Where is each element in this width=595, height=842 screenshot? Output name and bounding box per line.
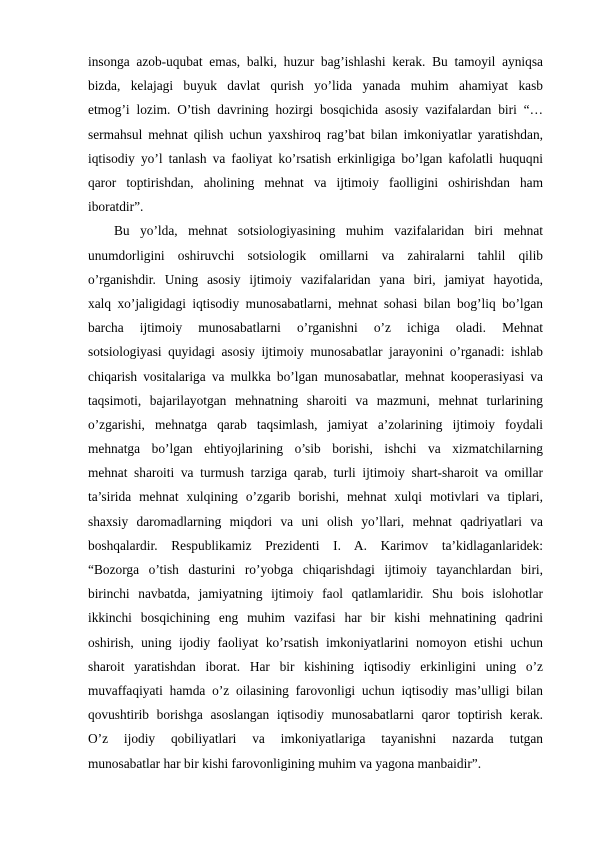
text-line: boshqalardir. Respublikamiz Prezidenti I. A. Karimov ta’kidlaganlaridek: <box>88 537 543 553</box>
text-line: etmog’i lozim. O’tish davrining hozirgi bosqichida asosiy vazifalardan biri “… <box>88 102 543 118</box>
text-line: Bu yo’lda, mehnat sotsiologiyasining muhim vazifalaridan biri mehnat <box>114 223 543 239</box>
text-line: bizda, kelajagi buyuk davlat qurish yo’lida yanada muhim ahamiyat kasb <box>88 78 543 94</box>
text-line: muvaffaqiyati hamda o’z oilasining farovonligi uchun iqtisodiy mas’ulligi bilan <box>88 682 543 698</box>
text-line: birinchi navbatda, jamiyatning ijtimoiy faol qatlamlaridir. Shu bois islohotlar <box>88 586 543 602</box>
text-line: xalq xo’jaligidagi iqtisodiy munosabatlarni, mehnat sohasi bilan bog’liq bo’lgan <box>88 295 543 311</box>
paragraph-main <box>88 219 543 775</box>
text-line: iboratdir”. <box>88 199 144 215</box>
text-line: mehnat sharoiti va turmush tarziga qarab, turli ijtimoiy shart-sharoit va omillar <box>88 465 543 481</box>
text-line: iqtisodiy yo’l tanlash va faoliyat ko’rsatish erkinligiga bo’lgan kafolatli huquqni <box>88 150 543 166</box>
paragraph-continuation <box>88 50 543 219</box>
text-line: sotsiologiyasi quyidagi asosiy ijtimoiy munosabatlar jarayonini o’rganadi: ishlab <box>88 344 543 360</box>
text-line: O’z ijodiy qobiliyatlari va imkoniyatlariga tayanishni nazarda tutgan <box>88 731 543 747</box>
text-line: o’zgarishi, mehnatga qarab taqsimlash, jamiyat a’zolarining ijtimoiy foydali <box>88 416 543 432</box>
text-line: “Bozorga o’tish dasturini ro’yobga chiqarishdagi ijtimoiy tayanchlardan biri, <box>88 562 543 578</box>
text-line: qaror toptirishdan, aholining mehnat va ijtimoiy faolligini oshirishdan ham <box>88 174 543 190</box>
text-line: munosabatlar har bir kishi farovonligining muhim va yagona manbaidir”. <box>88 755 482 771</box>
text-line: mehnatga bo’lgan ehtiyojlarining o’sib borishi, ishchi va xizmatchilarning <box>88 441 543 457</box>
text-line: shaxsiy daromadlarning miqdori va uni olish yo’llari, mehnat qadriyatlari va <box>88 513 543 529</box>
text-line: chiqarish vositalariga va mulkka bo’lgan munosabatlar, mehnat kooperasiyasi va <box>88 368 543 384</box>
text-line: qovushtirib borishga asoslangan iqtisodiy munosabatlarni qaror toptirish kerak. <box>88 707 543 723</box>
text-line: barcha ijtimoiy munosabatlarni o’rganishni o’z ichiga oladi. Mehnat <box>88 320 543 336</box>
text-line: ikkinchi bosqichining eng muhim vazifasi har bir kishi mehnatining qadrini <box>88 610 543 626</box>
text-line: ta’sirida mehnat xulqining o’zgarib borishi, mehnat xulqi motivlari va tiplari, <box>88 489 543 505</box>
text-line: insonga azob-uqubat emas, balki, huzur bag’ishlashi kerak. Bu tamoyil ayniqsa <box>88 54 543 69</box>
text-line: sermahsul mehnat qilish uchun yaxshiroq rag’bat bilan imkoniyatlar yaratishdan, <box>88 126 543 142</box>
text-line: taqsimoti, bajarilayotgan mehnatning sharoiti va mazmuni, mehnat turlarining <box>88 392 543 408</box>
text-line: o’rganishdir. Uning asosiy ijtimoiy vazifalaridan yana biri, jamiyat hayotida, <box>88 271 543 287</box>
text-line: unumdorligini oshiruvchi sotsiologik omillarni va zahiralarni tahlil qilib <box>88 247 543 263</box>
text-line: sharoit yaratishdan iborat. Har bir kishining iqtisodiy erkinligini uning o’z <box>88 658 543 674</box>
text-line: oshirish, uning ijodiy faoliyat ko’rsatish imkoniyatlarini nomoyon etishi uchun <box>88 634 543 650</box>
